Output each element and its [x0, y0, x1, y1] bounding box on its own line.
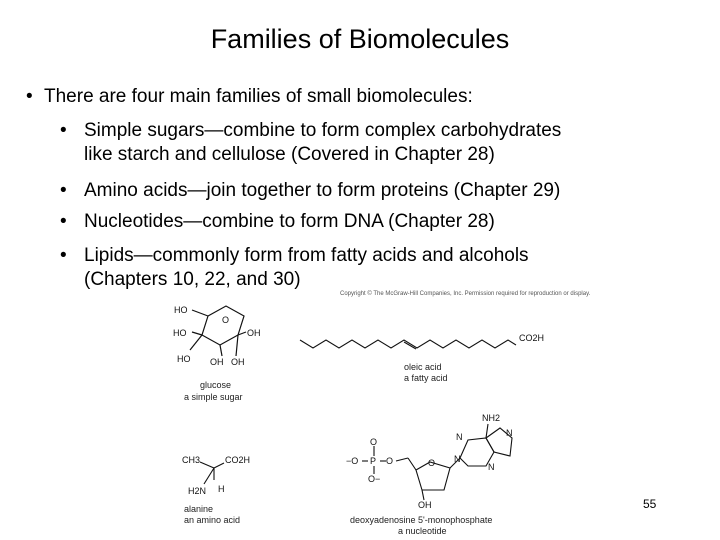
glucose-atom: HO — [177, 354, 191, 364]
alanine-atom: H2N — [188, 486, 207, 496]
bullet-line: Amino acids—join together to form proteins (Chapter 29) — [84, 180, 561, 201]
nucleotide-caption-desc: a nucleotide — [398, 526, 447, 536]
bullet-marker: • — [60, 245, 67, 266]
alanine-atom: H — [218, 484, 225, 494]
nucleotide-atom: N — [454, 454, 461, 464]
alanine-caption-desc: an amino acid — [184, 515, 241, 525]
nucleotide-atom: N — [506, 428, 513, 438]
nucleotide-atom: P — [370, 456, 377, 466]
nucleotide-atom: O — [428, 458, 436, 468]
bullet-line: Lipids—commonly form from fatty acids and alcohols — [84, 245, 529, 266]
oleic-group: CO2H — [519, 333, 545, 343]
glucose-atom: O — [222, 315, 230, 325]
copyright-notice: Copyright © The McGraw-Hill Companies, Inc. Permission required for reproduction or display. — [340, 291, 591, 297]
oleic-caption: oleic acid — [404, 362, 442, 372]
alanine-atom: CH3 — [182, 455, 201, 465]
glucose-atom: OH — [247, 328, 261, 338]
glucose-atom: HO — [173, 328, 187, 338]
bullet-marker: • — [60, 180, 67, 201]
oleic-caption-desc: a fatty acid — [404, 373, 448, 383]
nucleotide-atom: N — [488, 462, 495, 472]
bullet-marker: • — [60, 120, 67, 141]
bullet-marker: • — [60, 211, 67, 232]
nucleotide-caption: deoxyadenosine 5'-monophosphate — [350, 515, 493, 525]
bullet-line: (Chapters 10, 22, and 30) — [84, 269, 301, 290]
nucleotide-atom: N — [456, 432, 463, 442]
glucose-atom: OH — [210, 357, 224, 367]
nucleotide-atom: OH — [418, 500, 432, 510]
slide-title: Families of Biomolecules — [210, 24, 510, 54]
bullet-line: Nucleotides—combine to form DNA (Chapter 28) — [84, 211, 495, 232]
glucose-structure — [190, 306, 246, 356]
nucleotide-atom: O — [386, 456, 394, 466]
alanine-atom: CO2H — [225, 455, 251, 465]
alanine-caption: alanine — [184, 504, 214, 514]
page-number: 55 — [643, 497, 657, 511]
alanine-structure — [200, 462, 224, 484]
glucose-caption: glucose — [200, 380, 232, 390]
nucleotide-atom: O− — [368, 474, 381, 484]
nucleotide-atom: −O — [346, 456, 359, 466]
glucose-atom: OH — [231, 357, 245, 367]
bullet-line: like starch and cellulose (Covered in Chapter 28) — [84, 144, 495, 165]
bullet-marker: • — [26, 86, 33, 107]
glucose-atom: HO — [174, 305, 188, 315]
nucleotide-atom: NH2 — [482, 413, 501, 423]
glucose-caption-desc: a simple sugar — [184, 392, 243, 402]
intro-label: There are four main families of small biomolecules: — [44, 86, 473, 107]
nucleotide-atom: O — [370, 437, 378, 447]
bullet-line: Simple sugars—combine to form complex carbohydrates — [84, 120, 562, 141]
